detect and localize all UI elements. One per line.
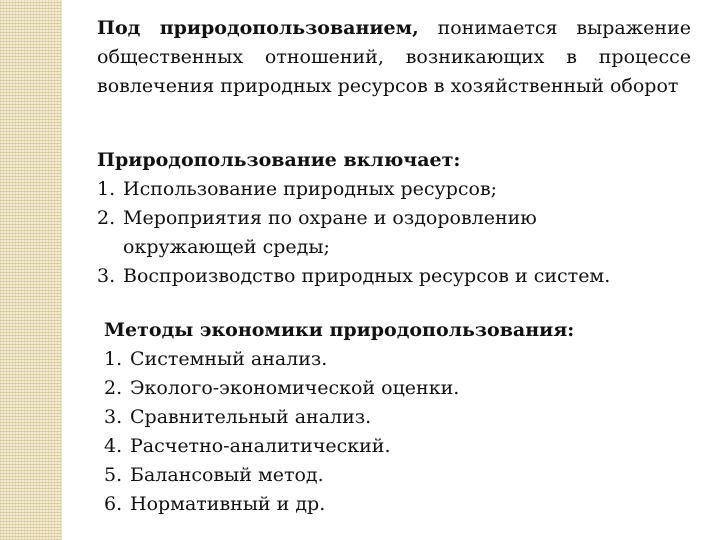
definition-text: понимается выражение общественных отношений, возникающих в процессе вовлечения природных ресурсов в хозяйственный оборот bbox=[97, 17, 691, 97]
includes-heading: Природопользование включает: bbox=[97, 149, 461, 171]
list-item bbox=[104, 403, 694, 432]
list-item-text: Балансовый метод. bbox=[130, 464, 324, 486]
list-item-text: Сравнительный анализ. bbox=[130, 406, 372, 428]
definition-term: Под природопользованием, bbox=[97, 17, 419, 39]
list-item-text: Системный анализ. bbox=[130, 348, 328, 370]
list-item-number: 1. bbox=[97, 178, 116, 200]
list-item bbox=[104, 345, 694, 374]
list-item bbox=[97, 204, 697, 262]
list-item-number: 6. bbox=[104, 493, 123, 515]
list-item-number: 1. bbox=[104, 348, 123, 370]
list-item bbox=[104, 490, 694, 519]
methods-section bbox=[104, 316, 694, 519]
list-item-number: 3. bbox=[97, 265, 116, 287]
list-item-number: 4. bbox=[104, 435, 123, 457]
list-item-text: Воспроизводство природных ресурсов и систем. bbox=[123, 265, 611, 287]
list-item-number: 2. bbox=[97, 207, 116, 229]
list-item-text: Расчетно-аналитический. bbox=[130, 435, 391, 457]
list-item bbox=[97, 175, 697, 204]
list-item-text: Мероприятия по охране и оздоровлению окружающей среды; bbox=[123, 207, 537, 258]
methods-heading: Методы экономики природопользования: bbox=[104, 319, 575, 341]
list-item-number: 5. bbox=[104, 464, 123, 486]
list-item-text: Нормативный и др. bbox=[130, 493, 326, 515]
includes-section bbox=[97, 146, 697, 291]
list-item-number: 3. bbox=[104, 406, 123, 428]
list-item-number: 2. bbox=[104, 377, 123, 399]
list-item-text: Использование природных ресурсов; bbox=[123, 178, 498, 200]
list-item bbox=[104, 461, 694, 490]
list-item bbox=[104, 374, 694, 403]
list-item bbox=[104, 432, 694, 461]
definition-paragraph bbox=[97, 14, 691, 101]
list-item-text: Эколого-экономической оценки. bbox=[130, 377, 460, 399]
decorative-side-stripe bbox=[0, 0, 62, 540]
list-item bbox=[97, 262, 697, 291]
